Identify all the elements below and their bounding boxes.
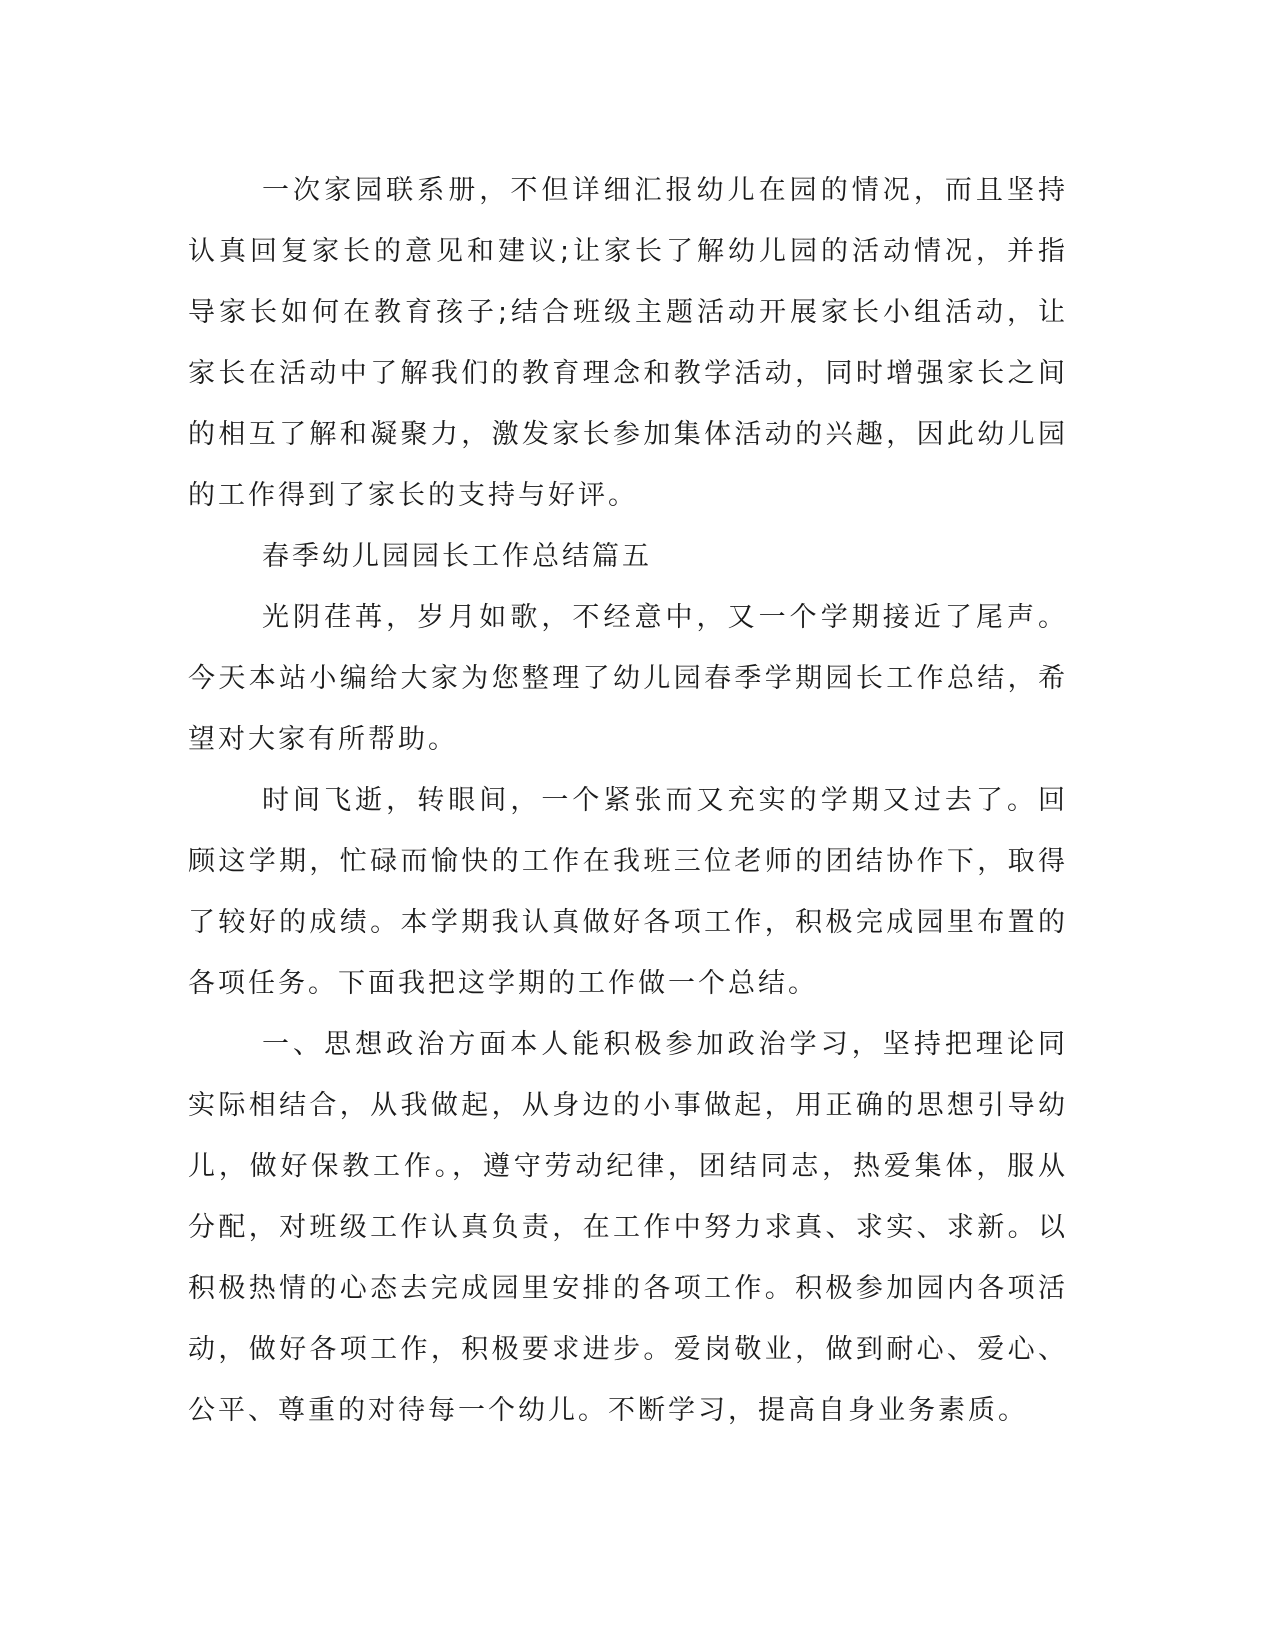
paragraph-intro: 光阴荏苒，岁月如歌，不经意中，又一个学期接近了尾声。今天本站小编给大家为您整理了幼儿园春季学期园长工作总结，希望对大家有所帮助。: [188, 602, 1068, 755]
paragraph-home-school-contact: 一次家园联系册，不但详细汇报幼儿在园的情况，而且坚持认真回复家长的意见和建议;让家长了解幼儿园的活动情况，并指导家长如何在教育孩子;结合班级主题活动开展家长小组活动，让家长在活动中了解我们的教育理念和教学活动，同时增强家长之间的相互了解和凝聚力，激发家长参加集体活动的兴趣，因此幼儿园的工作得到了家长的支持与好评。: [188, 175, 1068, 511]
paragraph-political-thought: 一、思想政治方面本人能积极参加政治学习，坚持把理论同实际相结合，从我做起，从身边的小事做起，用正确的思想引导幼儿，做好保教工作。，遵守劳动纪律，团结同志，热爱集体，服从分配，对班级工作认真负责，在工作中努力求真、求实、求新。以积极热情的心态去完成园里安排的各项工作。积极参加园内各项活动，做好各项工作，积极要求进步。爱岗敬业，做到耐心、爱心、公平、尊重的对待每一个幼儿。不断学习，提高自身业务素质。: [188, 1029, 1068, 1426]
document-body: [188, 160, 1068, 1441]
section-heading: 春季幼儿园园长工作总结篇五: [262, 541, 652, 572]
paragraph-semester-review: 时间飞逝，转眼间，一个紧张而又充实的学期又过去了。回顾这学期，忙碌而愉快的工作在我班三位老师的团结协作下，取得了较好的成绩。本学期我认真做好各项工作，积极完成园里布置的各项任务。下面我把这学期的工作做一个总结。: [188, 785, 1068, 999]
